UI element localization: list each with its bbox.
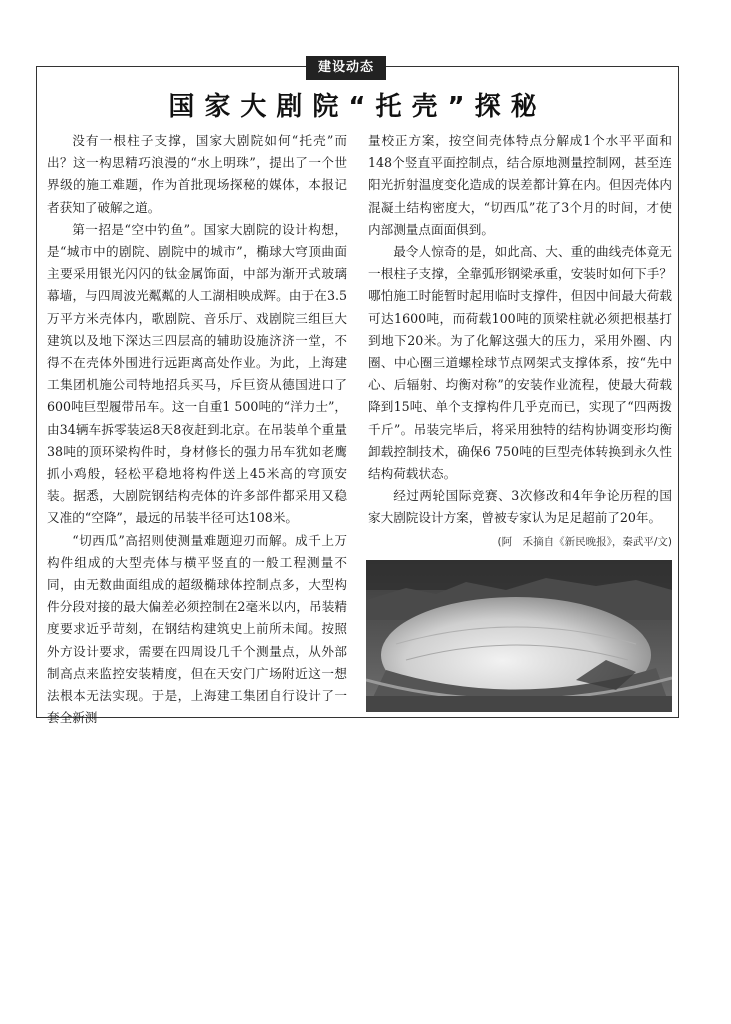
theater-dome-image <box>366 560 672 712</box>
paragraph-intro: 没有一根柱子支撑，国家大剧院如何“托壳”而出？这一构思精巧浪漫的“水上明珠”，提出了一个世界级的施工难题，作为首批现场探秘的媒体，本报记者获知了破解之道。 <box>47 133 347 215</box>
theater-construction-photo <box>366 560 672 712</box>
article-column-right <box>368 130 672 552</box>
paragraph-support: 最令人惊奇的是，如此高、大、重的曲线壳体竟无一根柱子支撑，全靠弧形钢梁承重，安装时如何下手？哪怕施工时能暂时起用临时支撑件，但因中间最大荷载可达1600吨，而荷载100吨的顶梁柱就必须把根基打到地下20米。为了化解这强大的压力，采用外圈、内圈、中心圈三道螺栓球节点网架式支撑体系，按“先中心、后辐射、均衡对称”的安装作业流程，使最大荷载降到15吨、单个支撑构件几乎克而已，实现了“四两拨千斤”。吊装完毕后，将采用独特的结构协调变形均衡卸载控制技术，确保6 750吨的巨型壳体转换到永久性结构荷载状态。 <box>368 244 672 482</box>
paragraph-conclusion: 经过两轮国际竞赛、3次修改和4年争论历程的国家大剧院设计方案，曾被专家认为足足超前了20年。 <box>368 488 672 526</box>
paragraph-crane: 第一招是“空中钓鱼”。国家大剧院的设计构想，是“城市中的剧院、剧院中的城市”，椭球大穹顶曲面主要采用银光闪闪的钛金属饰面，中部为渐开式玻璃幕墙，与四周波光粼粼的人工湖相映成辉。由于在3.5万平方米壳体内，歌剧院、音乐厅、戏剧院三组巨大建筑以及地下深达三四层高的辅助设施济济一堂，不得不在壳体外围进行远距离高处作业。为此，上海建工集团机施公司特地招兵买马，斥巨资从德国进口了600吨巨型履带吊车。这一自重1 500吨的“洋力士”，由34辆车拆零装运8天8夜赶到北京。在吊装单个重量38吨的顶环梁构件时，身材修长的强力吊车犹如老鹰抓小鸡般，轻松平稳地将构件送上45米高的穹顶安装。据悉，大剧院钢结构壳体的许多部件都采用又稳又准的“空降”，最远的吊装半径可达108米。 <box>47 221 347 526</box>
paragraph-survey-part2: 量校正方案，按空间壳体特点分解成1个水平平面和148个竖直平面控制点，结合原地测量控制网，甚至连阳光折射温度变化造成的误差都计算在内。但因壳体内混凝土结构密度大，“切西瓜”花了3个月的时间，才使内部测量点面面俱到。 <box>368 133 672 237</box>
paragraph-survey-part1: “切西瓜”高招则使测量难题迎刃而解。成千上万构件组成的大型壳体与横平竖直的一般工程测量不同，由无数曲面组成的超级椭球体控制点多，大型构件分段对接的最大偏差必须控制在2毫米以内，吊装精度要求近乎苛刻，在钢结构建筑史上前所未闻。按照外方设计要求，需要在四周设几千个测量点，从外部制高点来监控安装精度，但在天安门广场附近这一想法根本无法实现。于是，上海建工集团自行设计了一套全新测 <box>47 532 347 726</box>
article-title: 国家大剧院“托壳”探秘 <box>168 92 547 122</box>
section-tag: 建设动态 <box>306 56 386 80</box>
article-credit: (阿 禾摘自《新民晚报》，秦武平/文) <box>497 535 672 548</box>
article-column-left <box>47 130 347 729</box>
